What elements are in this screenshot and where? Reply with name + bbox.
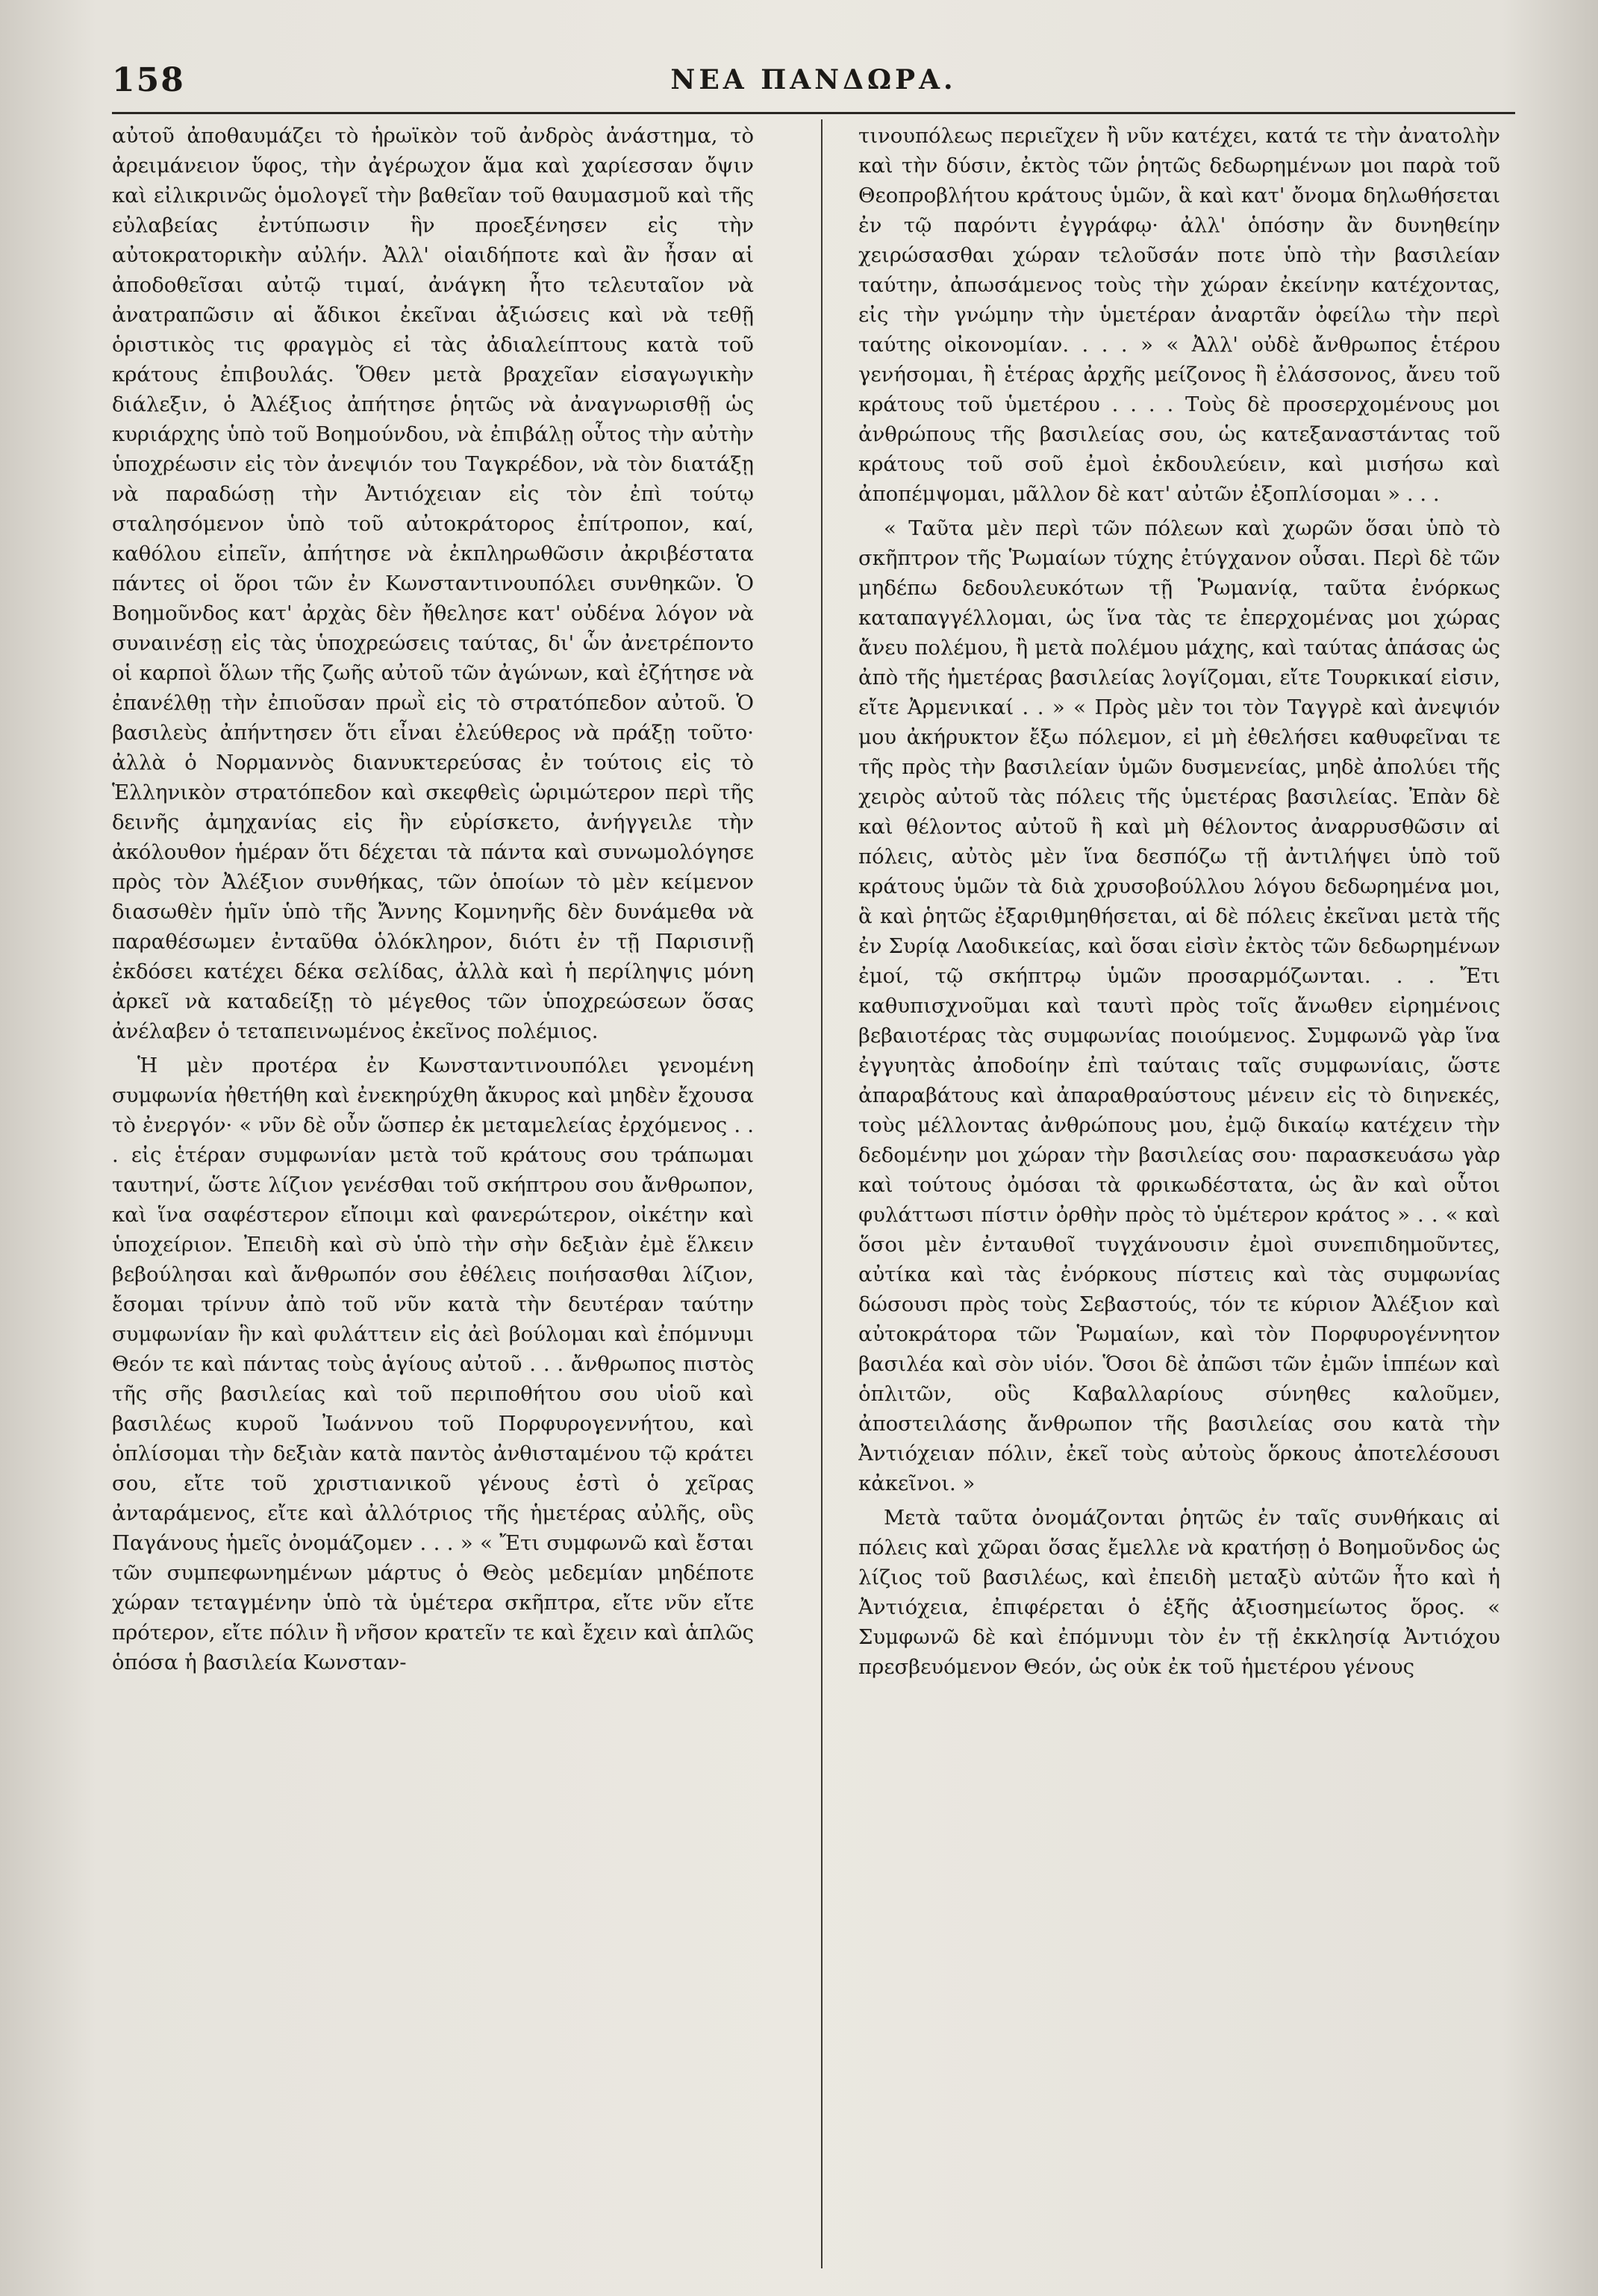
left-paragraph-2: Ἡ μὲν προτέρα ἐν Κωνσταντινουπόλει γενομένη συμφωνία ἠθετήθη καὶ ἐνεκηρύχθη ἄκυρος καὶ μηδὲν ἔχουσα τὸ ἐνεργόν· « νῦν δὲ οὖν ὥσπερ ἐκ μεταμελείας ἐρχόμενος . . . εἰς ἑτέραν συμφωνίαν μετὰ τοῦ κράτους σου τράπωμαι ταυτηνί, ὥστε λίζιον γενέσθαι τοῦ σκήπτρου σου ἄνθρωπον, καὶ ἵνα σαφέστερον εἴποιμι καὶ φανερώτερον, οἰκέτην καὶ ὑποχείριον. Ἐπειδὴ καὶ σὺ ὑπὸ τὴν σὴν δεξιὰν ἐμὲ ἕλκειν βεβούλησαι καὶ ἄνθρωπόν σου ἐθέλεις ποιήσασθαι λίζιον, ἔσομαι τρίνυν ἀπὸ τοῦ νῦν κατὰ τὴν δευτέραν ταύτην συμφωνίαν ἣν καὶ φυλάττειν εἰς ἀεὶ βούλομαι καὶ ἐπόμνυμι Θεόν τε καὶ πάντας τοὺς ἁγίους αὐτοῦ . . . ἄνθρωπος πιστὸς τῆς σῆς βασιλείας καὶ τοῦ περιποθήτου σου υἱοῦ καὶ βασιλέως κυροῦ Ἰωάννου τοῦ Πορφυρογεννήτου, καὶ ὁπλίσομαι τὴν δεξιὰν κατὰ παντὸς ἀνθισταμένου τῷ κράτει σου, εἴτε τοῦ χριστιανικοῦ γένους ἐστὶ ὁ χεῖρας ἀνταράμενος, εἴτε καὶ ἀλλότριος τῆς ἡμετέρας αὐλῆς, οὓς Παγάνους ἡμεῖς ὀνομάζομεν . . . » « Ἔτι συμφωνῶ καὶ ἔσται τῶν συμπεφωνημένων μάρτυς ὁ Θεὸς μεδεμίαν μηδέποτε χώραν τεταγμένην ὑπὸ τὰ ὑμέτερα σκῆπτρα, εἴτε νῦν εἴτε πρότερον, εἴτε πόλιν ἢ νῆσον κρατεῖν τε καὶ ἔχειν καὶ ἁπλῶς ὁπόσα ἡ βασιλεία Κωνσταν-	[112, 1054, 754, 1674]
running-title: ΝΕΑ ΠΑΝΔΩΡΑ.	[670, 64, 957, 96]
right-paragraph-1: τινουπόλεως περιεῖχεν ἢ νῦν κατέχει, κατά τε τὴν ἀνατολὴν καὶ τὴν δύσιν, ἐκτὸς τῶν ῥητῶς δεδωρημένων μοι παρὰ τοῦ Θεοπροβλήτου κράτους ὑμῶν, ἃ καὶ κατ' ὄνομα δηλωθήσεται ἐν τῷ παρόντι ἐγγράφῳ· ἀλλ' ὁπόσην ἂν δυνηθείην χειρώσασθαι χώραν τελοῦσάν ποτε ὑπὸ τὴν βασιλείαν ταύτην, ἀπωσάμενος τοὺς τὴν χώραν ἐκείνην κατέχοντας, εἰς τὴν γνώμην τὴν ὑμετέραν ἀναρτᾶν ὀφείλω τὴν περὶ ταύτης οἰκονομίαν. . . . » « Ἀλλ' οὐδὲ ἄνθρωπος ἑτέρου γενήσομαι, ἢ ἑτέρας ἀρχῆς μείζονος ἢ ἐλάσσονος, ἄνευ τοῦ κράτους τοῦ ὑμετέρου . . . . Τοὺς δὲ προσερχομένους μοι ἀνθρώπους τῆς βασιλείας σου, ὡς κατεξαναστάντας τοῦ κράτους τοῦ σοῦ ἐμοὶ ἐκδουλεύειν, καὶ μισήσω καὶ ἀποπέμψομαι, μᾶλλον δὲ κατ' αὐτῶν ἐξοπλίσομαι » . . .	[858, 124, 1500, 506]
left-column	[112, 121, 754, 2270]
right-paragraph-3: Μετὰ ταῦτα ὀνομάζονται ῥητῶς ἐν ταῖς συνθήκαις αἱ πόλεις καὶ χῶραι ὅσας ἔμελλε νὰ κρατήσῃ ὁ Βοημοῦνδος ὡς λίζιος τοῦ βασιλέως, καὶ ἐπειδὴ μεταξὺ αὐτῶν ἦτο καὶ ἡ Ἀντιόχεια, ἐπιφέρεται ὁ ἑξῆς ἀξιοσημείωτος ὅρος. « Συμφωνῶ δὲ καὶ ἐπόμνυμι τὸν ἐν τῇ ἐκκλησίᾳ Ἀντιόχου πρεσβευόμενον Θεόν, ὡς οὐκ ἐκ τοῦ ἡμετέρου γένους	[858, 1506, 1500, 1679]
right-paragraph-2: « Ταῦτα μὲν περὶ τῶν πόλεων καὶ χωρῶν ὅσαι ὑπὸ τὸ σκῆπτρον τῆς Ῥωμαίων τύχης ἐτύγχανον οὖσαι. Περὶ δὲ τῶν μηδέπω δεδουλευκότων τῇ Ῥωμανίᾳ, ταῦτα ἐνόρκως καταπαγγέλλομαι, ὡς ἵνα τὰς τε ἐπερχομένας μοι χώρας ἄνευ πολέμου, ἢ μετὰ πολέμου μάχης, καὶ ταύτας ἁπάσας ὡς ἀπὸ τῆς ἡμετέρας βασιλείας λογίζομαι, εἴτε Τουρκικαί εἰσιν, εἴτε Ἀρμενικαί . . » « Πρὸς μὲν τοι τὸν Ταγγρὲ καὶ ἀνεψιόν μου ἀκήρυκτον ἔξω πόλεμον, εἰ μὴ ἐθελήσει καθυφεῖναι τε τῆς πρὸς τὴν βασιλείαν ὑμῶν δυσμενείας, μηδὲ ἀπολύει τῆς χειρὸς αὐτοῦ τὰς πόλεις τῆς ὑμετέρας βασιλείας. Ἐπὰν δὲ καὶ θέλοντος αὐτοῦ ἢ καὶ μὴ θέλοντος ἀναρρυσθῶσιν αἱ πόλεις, αὐτὸς μὲν ἵνα δεσπόζω τῇ ἀντιλήψει ὑπὸ τοῦ κράτους ὑμῶν τὰ διὰ χρυσοβούλλου λόγου δεδωρημένα μοι, ἃ καὶ ῥητῶς ἐξαριθμηθήσεται, αἱ δὲ πόλεις ἐκεῖναι μετὰ τῆς ἐν Συρίᾳ Λαοδικείας, καὶ ὅσαι εἰσὶν ἐκτὸς τῶν δεδωρημένων ἐμοί, τῷ σκήπτρῳ ὑμῶν προσαρμόζωνται. . . Ἔτι καθυπισχνοῦμαι καὶ ταυτὶ πρὸς τοῖς ἄνωθεν εἰρημένοις βεβαιοτέρας τὰς συμφωνίας ποιούμενος. Συμφωνῶ γὰρ ἵνα ἐγγυητὰς ἀποδοίην ἐπὶ ταύταις ταῖς συμφωνίαις, ὥστε ἀπαραβάτους καὶ ἀπαραθραύστους μένειν εἰς τὸ διηνεκές, τοὺς μέλλοντας ἀνθρώπους μου, ἐμῷ δικαίῳ κατέχειν τὴν δεδομένην μοι χώραν τὴν βασιλείας σου· παρασκευάσω γὰρ καὶ τούτους ὀμόσαι τὰ φρικωδέστατα, ὡς ἂν καὶ οὗτοι φυλάττωσι πίστιν ὀρθὴν πρὸς τὸ ὑμέτερον κράτος » . . « καὶ ὅσοι μὲν ἐνταυθοῖ τυγχάνουσιν ἐμοὶ συνεπιδημοῦντες, αὐτίκα καὶ τὰς ἐνόρκους πίστεις καὶ τὰς συμφωνίας δώσουσι πρὸς τοὺς Σεβαστούς, τόν τε κύριον Ἀλέξιον καὶ αὐτοκράτορα τῶν Ῥωμαίων, καὶ τὸν Πορφυρογέννητον βασιλέα καὶ σὸν υἱόν. Ὅσοι δὲ ἀπῶσι τῶν ἐμῶν ἱππέων καὶ ὁπλιτῶν, οὓς Καβαλλαρίους σύνηθες καλοῦμεν, ἀποστειλάσης ἄνθρωπον τῆς βασιλείας σου κατὰ τὴν Ἀντιόχειαν πόλιν, ἐκεῖ τοὺς αὐτοὺς ὅρκους ἀποτελέσουσι κἀκεῖνοι. »	[858, 516, 1500, 1495]
header-rule	[112, 112, 1515, 114]
left-paragraph-1: αὐτοῦ ἀποθαυμάζει τὸ ἡρωϊκὸν τοῦ ἀνδρὸς ἀνάστημα, τὸ ἀρειμάνειον ὕφος, τὴν ἀγέρωχον ἅμα καὶ χαρίεσσαν ὄψιν καὶ εἰλικρινῶς ὁμολογεῖ τὴν βαθεῖαν τοῦ θαυμασμοῦ καὶ τῆς εὐλαβείας ἐντύπωσιν ἣν προεξένησεν εἰς τὴν αὐτοκρατορικὴν αὐλήν. Ἀλλ' οἱαιδήποτε καὶ ἂν ἦσαν αἱ ἀποδοθεῖσαι αὐτῷ τιμαί, ἀνάγκη ἦτο τελευταῖον νὰ ἀνατραπῶσιν αἱ ἄδικοι ἐκεῖναι ἀξιώσεις καὶ νὰ τεθῇ ὁριστικὸς τις φραγμὸς εἰ τὰς ἀδιαλείπτους κατὰ τοῦ κράτους ἐπιβουλάς. Ὅθεν μετὰ βραχεῖαν εἰσαγωγικὴν διάλεξιν, ὁ Ἀλέξιος ἀπήτησε ῥητῶς νὰ ἀναγνωρισθῇ ὡς κυριάρχης ὑπὸ τοῦ Βοημούνδου, νὰ ἐπιβάλῃ οὗτος τὴν αὐτὴν ὑποχρέωσιν εἰς τὸν ἀνεψιόν του Ταγκρέδον, νὰ τὸν διατάξῃ νὰ παραδώσῃ τὴν Ἀντιόχειαν εἰς τὸν ἐπὶ τούτῳ σταλησόμενον ὑπὸ τοῦ αὐτοκράτορος ἐπίτροπον, καί, καθόλου εἰπεῖν, ἀπήτησε νὰ ἐκπληρωθῶσιν ἀκριβέστατα πάντες οἱ ὅροι τῶν ἐν Κωνσταντινουπόλει συνθηκῶν. Ὁ Βοημοῦνδος κατ' ἀρχὰς δὲν ἤθελησε κατ' οὐδένα λόγον νὰ συναινέσῃ εἰς τὰς ὑποχρεώσεις ταύτας, δι' ὧν ἀνετρέποντο οἱ καρποὶ ὅλων τῆς ζωῆς αὐτοῦ τῶν ἀγώνων, καὶ ἐζήτησε νὰ ἐπανέλθῃ τὴν ἐπιοῦσαν πρωῒ εἰς τὸ στρατόπεδον αὐτοῦ. Ὁ βασιλεὺς ἀπήντησεν ὅτι εἶναι ἐλεύθερος νὰ πράξῃ τοῦτο· ἀλλὰ ὁ Νορμαννὸς διανυκτερεύσας ἐν τούτοις εἰς τὸ Ἑλληνικὸν στρατόπεδον καὶ σκεφθεὶς ὡριμώτερον περὶ τῆς δεινῆς ἀμηχανίας εἰς ἣν εὑρίσκετο, ἀνήγγειλε τὴν ἀκόλουθον ἡμέραν ὅτι δέχεται τὰ πάντα καὶ συνωμολόγησε πρὸς τὸν Ἀλέξιον συνθήκας, τῶν ὁποίων τὸ μὲν κείμενον διασωθὲν ἡμῖν ὑπὸ τῆς Ἄννης Κομνηνῆς δὲν δυνάμεθα νὰ παραθέσωμεν ἐνταῦθα ὁλόκληρον, διότι ἐν τῇ Παρισινῇ ἐκδόσει κατέχει δέκα σελίδας, ἀλλὰ καὶ ἡ περίληψις μόνη ἀρκεῖ νὰ καταδείξῃ τὸ μέγεθος τῶν ὑποχρεώσεων ὅσας ἀνέλαβεν ὁ τεταπεινωμένος ἐκεῖνος πολέμιος.	[112, 124, 754, 1043]
right-column	[858, 121, 1500, 2270]
page-number: 158	[112, 61, 185, 99]
page-header	[112, 61, 1515, 106]
column-divider	[821, 119, 823, 2268]
